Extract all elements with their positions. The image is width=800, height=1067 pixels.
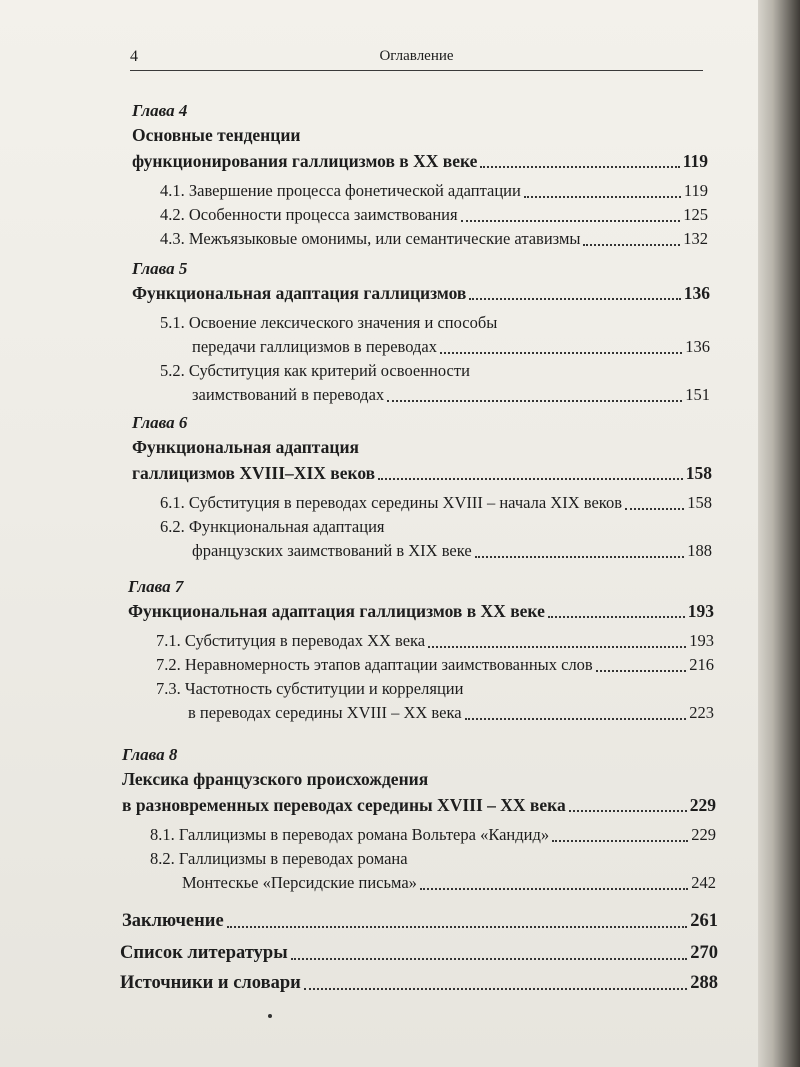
section-entry[interactable] — [156, 630, 714, 652]
section-entry-title: 6.1. Субституция в переводах середины XVIII – начала XIX веков — [160, 493, 622, 512]
chapter-title-line: Функциональная адаптация — [132, 437, 359, 457]
section-entry-title: 4.2. Особенности процесса заимствования — [160, 205, 458, 224]
section-entry[interactable] — [188, 702, 714, 724]
dot-leader — [625, 507, 684, 510]
chapter-entry-page: 136 — [683, 283, 710, 303]
chapter-entry-page: 158 — [685, 463, 712, 483]
section-entry[interactable] — [192, 384, 710, 406]
chapter-entry-title: галлицизмов XVIII–XIX веков — [132, 463, 376, 483]
section-entry-page: 136 — [685, 337, 710, 356]
section-entry-title: Монтескье «Персидские письма» — [182, 873, 417, 892]
section-entry-title: передачи галлицизмов в переводах — [192, 337, 437, 356]
dot-leader — [475, 555, 685, 558]
dot-leader — [596, 669, 687, 672]
chapter-entry-title: Функциональная адаптация галлицизмов в XX веке — [128, 601, 545, 621]
chapter-label: Глава 4 — [132, 101, 188, 120]
dot-leader — [583, 243, 680, 246]
end-matter-entry-title: Источники и словари — [120, 973, 301, 993]
chapter-entry-page: 119 — [682, 151, 708, 171]
section-entry-page: 229 — [691, 825, 716, 844]
section-entry-page: 193 — [689, 631, 714, 650]
dot-leader — [378, 477, 683, 480]
chapter-entry-title: функционирования галлицизмов в XX веке — [132, 151, 478, 171]
dot-leader — [440, 351, 682, 354]
end-matter-entry-title: Заключение — [122, 911, 224, 931]
section-entry-page: 132 — [683, 229, 708, 248]
chapter-label: Глава 7 — [128, 577, 184, 596]
section-entry-page: 223 — [689, 703, 714, 722]
chapter-entry-title: Функциональная адаптация галлицизмов — [132, 283, 467, 303]
section-entry-page: 151 — [685, 385, 710, 404]
section-entry-page: 158 — [687, 493, 712, 512]
end-matter-entry-page: 270 — [690, 943, 718, 963]
section-line: 8.2. Галлицизмы в переводах романа — [150, 849, 408, 868]
dot-leader — [548, 615, 685, 618]
section-entry-page: 242 — [691, 873, 716, 892]
dot-leader — [480, 165, 679, 168]
page-number: 4 — [130, 48, 138, 65]
end-matter-entry-title: Список литературы — [120, 943, 288, 963]
section-entry[interactable] — [160, 492, 712, 514]
chapter-entry[interactable] — [132, 150, 708, 172]
section-line: 7.3. Частотность субституции и корреляции — [156, 679, 464, 698]
chapter-title-line: Лексика французского происхождения — [122, 769, 429, 789]
chapter-label: Глава 5 — [132, 259, 188, 278]
section-entry[interactable] — [182, 872, 716, 894]
section-entry-title: 4.1. Завершение процесса фонетической адаптации — [160, 181, 521, 200]
section-line: 5.2. Субституция как критерий освоенности — [160, 361, 470, 380]
chapter-entry-page: 193 — [687, 601, 714, 621]
dot-leader — [420, 887, 688, 890]
section-entry[interactable] — [192, 540, 712, 562]
end-matter-entry-page: 288 — [690, 973, 718, 993]
dot-leader — [552, 839, 688, 842]
chapter-entry[interactable] — [128, 600, 714, 622]
dot-leader — [227, 925, 688, 928]
dot-leader — [387, 399, 682, 402]
chapter-entry-title: в разновременных переводах середины XVIII – XX века — [122, 795, 566, 815]
dot-leader — [304, 987, 687, 990]
dot-leader — [465, 717, 687, 720]
section-entry-title: французских заимствований в XIX веке — [192, 541, 472, 560]
section-entry[interactable] — [160, 228, 708, 250]
section-entry-title: 7.2. Неравномерность этапов адаптации заимствованных слов — [156, 655, 593, 674]
section-entry-title: заимствований в переводах — [192, 385, 385, 404]
page-edge — [758, 0, 800, 1067]
end-matter-entry[interactable] — [122, 910, 718, 932]
dot-leader — [569, 809, 687, 812]
section-entry[interactable] — [192, 336, 710, 358]
chapter-label: Глава 6 — [132, 413, 188, 432]
section-entry-title: в переводах середины XVIII – XX века — [188, 703, 462, 722]
dot-leader — [524, 195, 681, 198]
section-entry-page: 188 — [687, 541, 712, 560]
chapter-entry[interactable] — [132, 462, 712, 484]
section-entry-page: 119 — [683, 181, 708, 200]
chapter-label: Глава 8 — [122, 745, 178, 764]
section-entry-title: 8.1. Галлицизмы в переводах романа Вольтера «Кандид» — [150, 825, 550, 844]
dot-leader — [461, 219, 681, 222]
dot-leader — [291, 957, 688, 960]
chapter-entry[interactable] — [132, 282, 710, 304]
chapter-title-line: Основные тенденции — [132, 125, 301, 145]
section-entry[interactable] — [160, 180, 708, 202]
section-entry-page: 125 — [683, 205, 708, 224]
dot-leader — [428, 645, 686, 648]
section-entry[interactable] — [160, 204, 708, 226]
paper-speck — [268, 1014, 272, 1018]
section-line: 6.2. Функциональная адаптация — [160, 517, 385, 536]
section-entry-page: 216 — [689, 655, 714, 674]
chapter-entry-page: 229 — [689, 795, 716, 815]
section-entry[interactable] — [156, 654, 714, 676]
chapter-entry[interactable] — [122, 794, 716, 816]
section-entry-title: 7.1. Субституция в переводах XX века — [156, 631, 426, 650]
end-matter-entry[interactable] — [120, 942, 718, 964]
end-matter-entry[interactable] — [120, 972, 718, 994]
section-line: 5.1. Освоение лексического значения и способы — [160, 313, 498, 332]
section-entry[interactable] — [150, 824, 716, 846]
running-title: Оглавление — [379, 48, 454, 64]
section-entry-title: 4.3. Межъязыковые омонимы, или семантические атавизмы — [160, 229, 581, 248]
end-matter-entry-page: 261 — [690, 911, 718, 931]
dot-leader — [469, 297, 680, 300]
